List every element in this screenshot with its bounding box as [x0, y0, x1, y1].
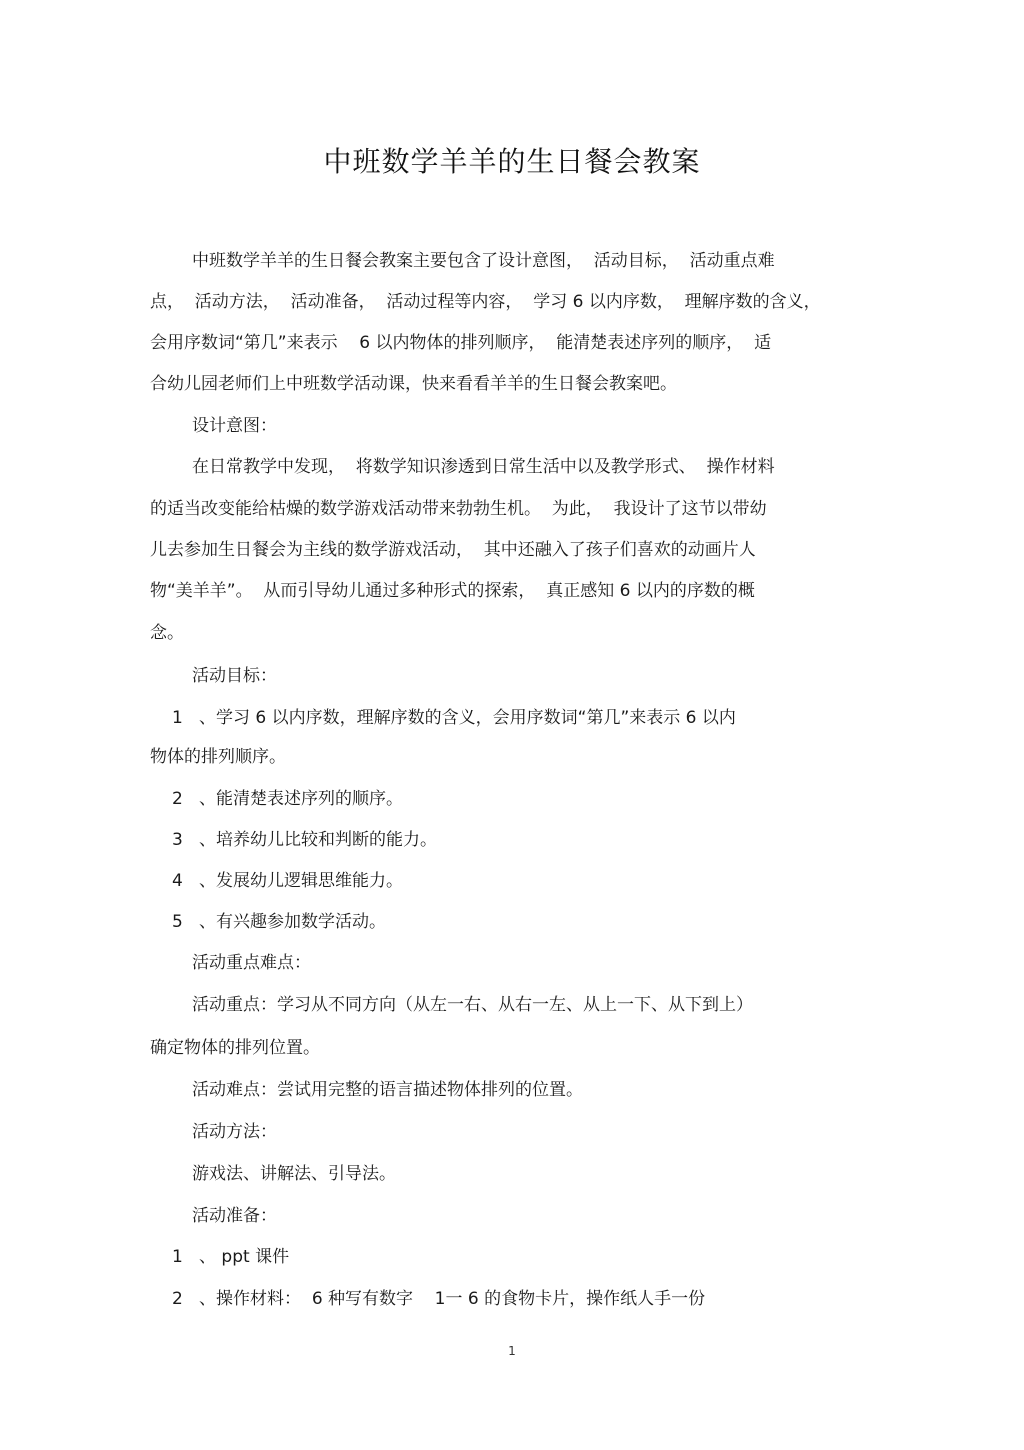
section-heading: 设计意图：: [192, 416, 277, 436]
section-heading: 活动方法：: [192, 1122, 277, 1142]
paragraph-line: 中班数学羊羊的生日餐会教案主要包含了设计意图， 活动目标， 活动重点难: [192, 251, 775, 271]
paragraph-line: 念。: [150, 623, 184, 643]
paragraph-line: 物“美羊羊”。 从而引导幼儿通过多种形式的探索， 真正感知 6 以内的序数的概: [150, 581, 755, 601]
paragraph-line: 在日常教学中发现， 将数学知识渗透到日常生活中以及教学形式、 操作材料: [192, 457, 775, 477]
page-number: 1: [508, 1344, 516, 1358]
paragraph-line: 会用序数词“第几”来表示 6 以内物体的排列顺序， 能清楚表述序列的顺序， 适: [150, 333, 772, 353]
paragraph-line: 活动重点：学习从不同方向（从左一右、从右一左、从上一下、从下到上）: [192, 995, 753, 1015]
paragraph-line: 确定物体的排列位置。: [150, 1038, 320, 1058]
list-item: 5 、有兴趣参加数学活动。: [172, 912, 387, 932]
paragraph-line: 点， 活动方法， 活动准备， 活动过程等内容， 学习 6 以内序数， 理解序数的含义，: [150, 292, 821, 312]
list-item-continuation: 物体的排列顺序。: [150, 747, 286, 767]
paragraph-line: 活动难点：尝试用完整的语言描述物体排列的位置。: [192, 1080, 583, 1100]
paragraph-line: 合幼儿园老师们上中班数学活动课，快来看看羊羊的生日餐会教案吧。: [150, 374, 677, 394]
list-item: 2 、能清楚表述序列的顺序。: [172, 789, 404, 809]
list-item: 1 、学习 6 以内序数，理解序数的含义，会用序数词“第几”来表示 6 以内: [172, 708, 736, 728]
list-item: 2 、操作材料： 6 种写有数字 1一 6 的食物卡片，操作纸人手一份: [172, 1289, 706, 1309]
paragraph-line: 儿去参加生日餐会为主线的数学游戏活动， 其中还融入了孩子们喜欢的动画片人: [150, 540, 756, 560]
list-item: 1 、 ppt 课件: [172, 1247, 290, 1267]
section-heading: 活动重点难点：: [192, 953, 311, 973]
list-item: 4 、发展幼儿逻辑思维能力。: [172, 871, 404, 891]
paragraph-line: 的适当改变能给枯燥的数学游戏活动带来勃勃生机。 为此， 我设计了这节以带幼: [150, 499, 767, 519]
document-title: 中班数学羊羊的生日餐会教案: [323, 145, 701, 178]
paragraph-line: 游戏法、讲解法、引导法。: [192, 1164, 396, 1184]
section-heading: 活动准备：: [192, 1206, 277, 1226]
section-heading: 活动目标：: [192, 666, 277, 686]
list-item: 3 、培养幼儿比较和判断的能力。: [172, 830, 438, 850]
